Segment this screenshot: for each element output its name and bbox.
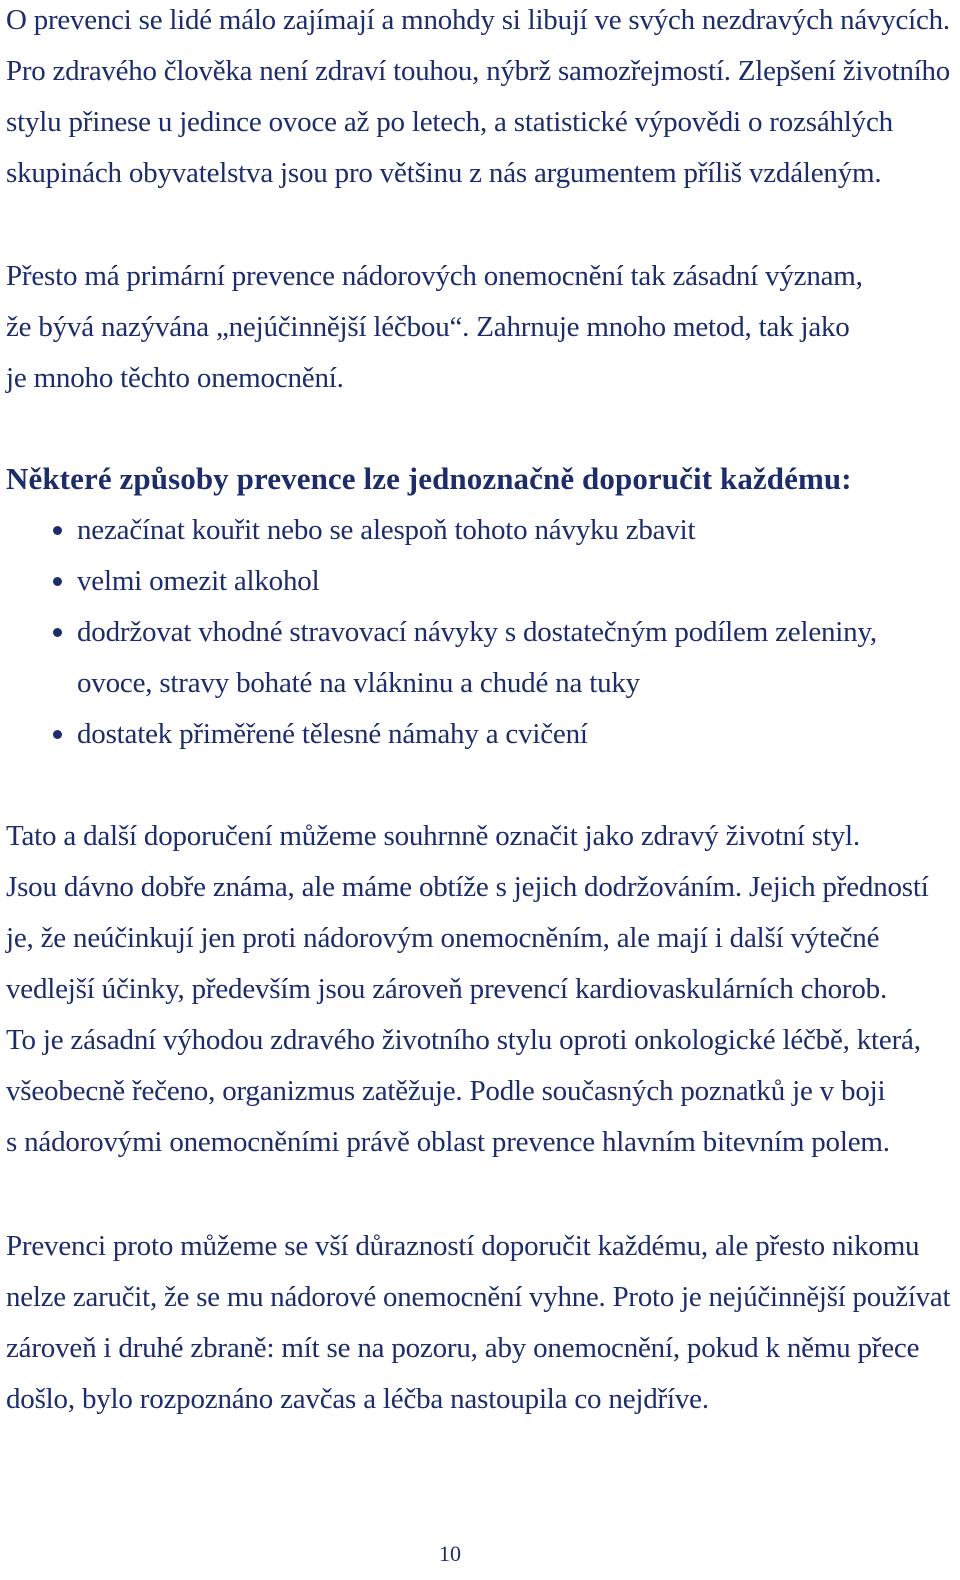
page-number: 10 [439, 1541, 461, 1566]
bullet-item: velmi omezit alkohol [77, 565, 320, 597]
bullet-item: dostatek přiměřené tělesné námahy a cvičení [77, 718, 588, 750]
paragraph-1-line: O prevenci se lidé málo zajímají a mnohdy si libují ve svých nezdravých návycích. [6, 4, 950, 36]
paragraph-3-line: Tato a další doporučení můžeme souhrnně označit jako zdravý životní styl. [6, 820, 860, 852]
paragraph-4-line: došlo, bylo rozpoznáno zavčas a léčba nastoupila co nejdříve. [6, 1383, 709, 1415]
paragraph-3-line: Jsou dávno dobře známa, ale máme obtíže s jejich dodržováním. Jejich předností [6, 871, 929, 903]
section-heading: Některé způsoby prevence lze jednoznačně doporučit každému: [6, 461, 852, 496]
bullet-dot-icon [53, 628, 62, 637]
paragraph-4-line: nelze zaručit, že se mu nádorové onemocnění vyhne. Proto je nejúčinnější používat [6, 1281, 951, 1313]
paragraph-1-line: stylu přinese u jedince ovoce až po letech, a statistické výpovědi o rozsáhlých [6, 106, 893, 138]
paragraph-1-line: skupinách obyvatelstva jsou pro většinu z nás argumentem příliš vzdáleným. [6, 157, 882, 189]
bullet-item: nezačínat kouřit nebo se alespoň tohoto návyku zbavit [77, 514, 696, 546]
bullet-dot-icon [53, 526, 62, 535]
paragraph-1-line: Pro zdravého člověka není zdraví touhou, nýbrž samozřejmostí. Zlepšení životního [6, 55, 951, 87]
paragraph-2-line: je mnoho těchto onemocnění. [6, 362, 344, 394]
paragraph-2-line: že bývá nazývána „nejúčinnější léčbou“. Zahrnuje mnoho metod, tak jako [6, 311, 850, 343]
bullet-dot-icon [53, 577, 62, 586]
paragraph-3-line: všeobecně řečeno, organizmus zatěžuje. Podle současných poznatků je v boji [6, 1075, 886, 1107]
paragraph-3-line: To je zásadní výhodou zdravého životního stylu oproti onkologické léčbě, která, [6, 1024, 921, 1056]
paragraph-4-line: Prevenci proto můžeme se vší důrazností doporučit každému, ale přesto nikomu [6, 1230, 920, 1262]
bullet-dot-icon [53, 730, 62, 739]
paragraph-3-line: s nádorovými onemocněními právě oblast prevence hlavním bitevním polem. [6, 1126, 890, 1158]
bullet-item-continuation: ovoce, stravy bohaté na vlákninu a chudé na tuky [77, 667, 640, 699]
paragraph-2-line: Přesto má primární prevence nádorových onemocnění tak zásadní význam, [6, 260, 863, 292]
paragraph-3-line: vedlejší účinky, především jsou zároveň prevencí kardiovaskulárních chorob. [6, 973, 888, 1005]
paragraph-3-line: je, že neúčinkují jen proti nádorovým onemocněním, ale mají i další výtečné [6, 922, 880, 954]
paragraph-4-line: zároveň i druhé zbraně: mít se na pozoru, aby onemocnění, pokud k němu přece [6, 1332, 920, 1364]
bullet-item: dodržovat vhodné stravovací návyky s dostatečným podílem zeleniny, [77, 616, 877, 648]
